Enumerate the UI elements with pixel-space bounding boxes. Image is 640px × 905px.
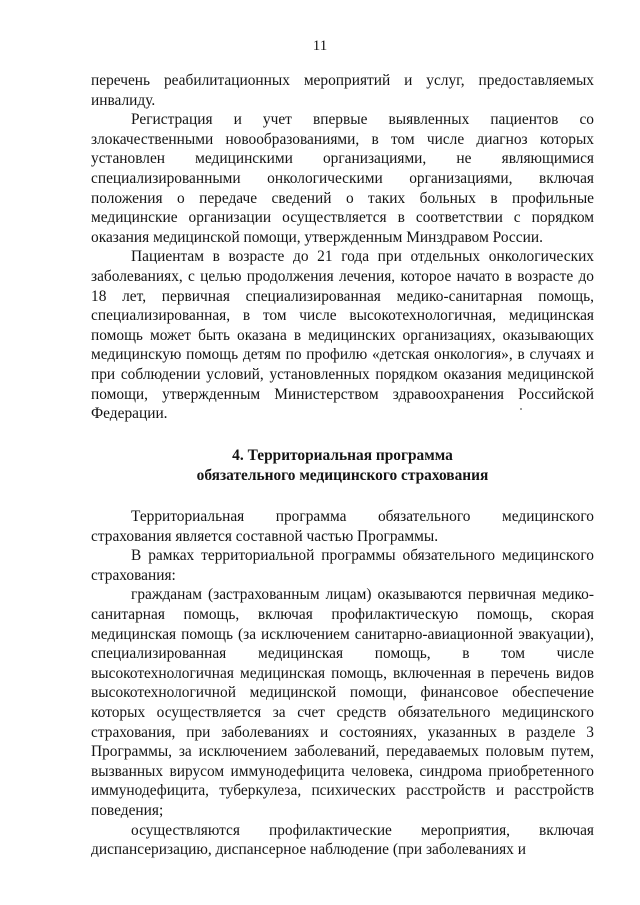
page-number: 11 bbox=[312, 38, 328, 54]
paragraph-registration: Регистрация и учет впервые выявленных пациентов со злокачественными новообразованиями, в том числе диагноз которых установлен медицинскими организациями, не являющимися специализированными онкологическими организациями, включая положения о передаче сведений о таких больных в профильные медицинские организации осуществляется в соответствии с порядком оказания медицинской помощи, утвержденным Минздравом России. bbox=[91, 111, 594, 246]
paragraph-citizens-care: гражданам (застрахованным лицам) оказываются первичная медико-санитарная помощь, включая профилактическую помощь, скорая медицинская помощь (за исключением санитарно-авиационной эвакуации), специализированная медицинская помощь, в том числе высокотехнологичная медицинская помощь, включенная в перечень видов высокотехнологичной медицинской помощи, финансовое обеспечение которых осуществляется за счет средств обязательного медицинского страхования, при заболеваниях и состояниях, указанных в разделе 3 Программы, за исключением заболеваний, передаваемых половым путем, вызванных вирусом иммунодефицита человека, синдрома приобретенного иммунодефицита, туберкулеза, психических расстройств и расстройств поведения; bbox=[91, 586, 594, 819]
paragraph-patients-under-21: Пациентам в возрасте до 21 года при отдельных онкологических заболеваниях, с целью продолжения лечения, которое начато в возрасте до 18 лет, первичная специализированная медико-санитарная помощь, специализированная, в том числе высокотехнологичная, медицинская помощь может быть оказана в медицинских организациях, оказывающих медицинскую помощь детям по профилю «детская онкология», в случаях и при соблюдении условий, установленных порядком оказания медицинской помощи, утвержденным Министерством здравоохранения Российской Федерации. bbox=[91, 248, 594, 423]
section-heading bbox=[91, 446, 594, 485]
section-heading-line-2: обязательного медицинского страхования bbox=[196, 466, 489, 484]
scan-speck bbox=[520, 408, 522, 410]
paragraph-rehabilitation-list: перечень реабилитационных мероприятий и услуг, предоставляемых инвалиду. bbox=[91, 72, 594, 109]
body-text-top bbox=[91, 71, 594, 424]
body-text-bottom bbox=[91, 507, 594, 860]
paragraph-program-part: Территориальная программа обязательного медицинского страхования является составной частью Программы. bbox=[91, 508, 594, 545]
paragraph-within-program: В рамках территориальной программы обязательного медицинского страхования: bbox=[91, 547, 594, 584]
paragraph-preventive-measures: осуществляются профилактические мероприятия, включая диспансеризацию, диспансерное наблюдение (при заболеваниях и bbox=[91, 821, 594, 859]
section-heading-line-1: 4. Территориальная программа bbox=[232, 447, 453, 464]
